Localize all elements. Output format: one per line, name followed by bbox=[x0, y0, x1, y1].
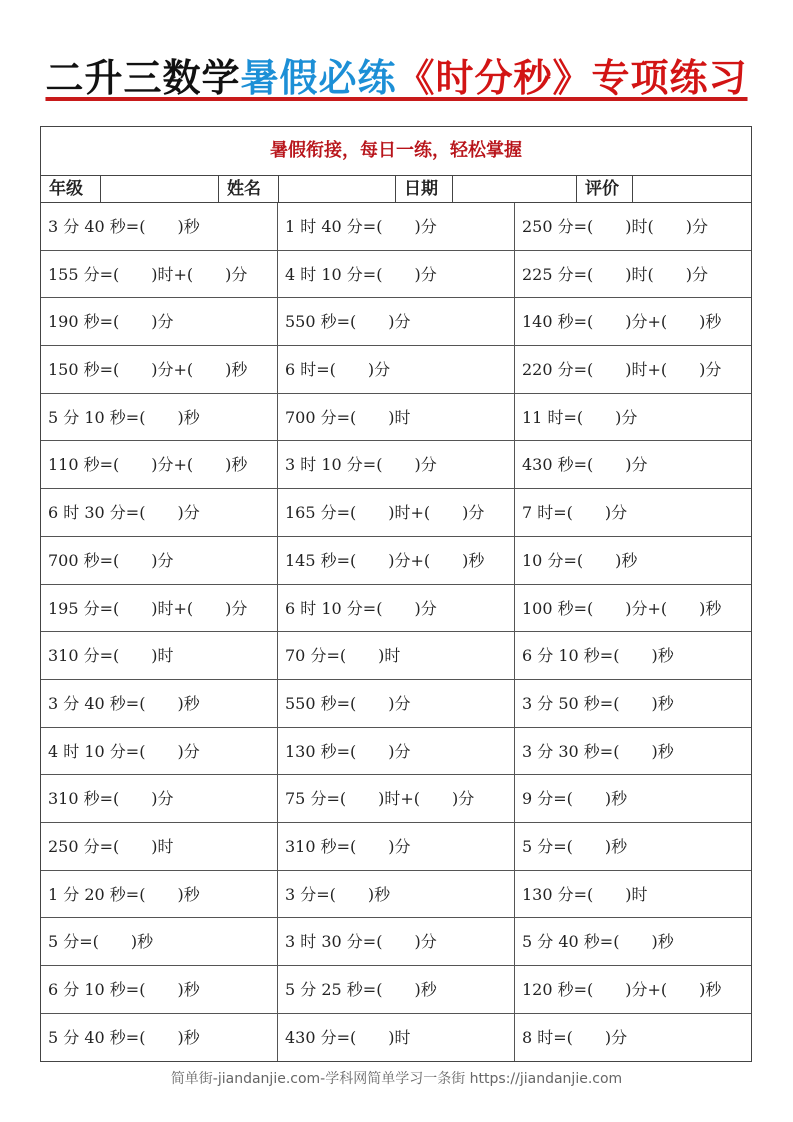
banner-slogan: 暑假衔接，每日一练，轻松掌握 bbox=[41, 127, 751, 176]
exercise-grid bbox=[41, 203, 751, 1061]
exercise-cell[interactable]: 6 时=( )分 bbox=[278, 346, 515, 394]
rating-label: 评价 bbox=[577, 176, 633, 202]
exercise-cell[interactable]: 6 分 10 秒=( )秒 bbox=[515, 632, 751, 680]
name-field[interactable] bbox=[279, 176, 396, 202]
date-field[interactable] bbox=[453, 176, 577, 202]
exercise-cell[interactable]: 5 分 40 秒=( )秒 bbox=[41, 1014, 278, 1062]
exercise-cell[interactable]: 3 分 40 秒=( )秒 bbox=[41, 203, 278, 251]
exercise-cell[interactable]: 3 分 30 秒=( )秒 bbox=[515, 728, 751, 776]
exercise-cell[interactable]: 155 分=( )时+( )分 bbox=[41, 251, 278, 299]
exercise-cell[interactable]: 3 时 30 分=( )分 bbox=[278, 918, 515, 966]
footer-source: 简单街-jiandanjie.com-学科网简单学习一条街 https://jiandanjie.com bbox=[170, 1071, 623, 1087]
exercise-cell[interactable]: 4 时 10 分=( )分 bbox=[41, 728, 278, 776]
exercise-cell[interactable]: 7 时=( )分 bbox=[515, 489, 751, 537]
exercise-cell[interactable]: 550 秒=( )分 bbox=[278, 298, 515, 346]
exercise-cell[interactable]: 5 分=( )秒 bbox=[41, 918, 278, 966]
exercise-cell[interactable]: 10 分=( )秒 bbox=[515, 537, 751, 585]
exercise-cell[interactable]: 9 分=( )秒 bbox=[515, 775, 751, 823]
page-title bbox=[0, 50, 793, 106]
exercise-cell[interactable]: 110 秒=( )分+( )秒 bbox=[41, 441, 278, 489]
exercise-cell[interactable]: 1 分 20 秒=( )秒 bbox=[41, 871, 278, 919]
exercise-cell[interactable]: 5 分 25 秒=( )秒 bbox=[278, 966, 515, 1014]
exercise-cell[interactable]: 120 秒=( )分+( )秒 bbox=[515, 966, 751, 1014]
exercise-cell[interactable]: 75 分=( )时+( )分 bbox=[278, 775, 515, 823]
exercise-cell[interactable]: 250 分=( )时( )分 bbox=[515, 203, 751, 251]
exercise-cell[interactable]: 700 秒=( )分 bbox=[41, 537, 278, 585]
student-info-row bbox=[41, 176, 751, 203]
exercise-cell[interactable]: 310 分=( )时 bbox=[41, 632, 278, 680]
exercise-cell[interactable]: 220 分=( )时+( )分 bbox=[515, 346, 751, 394]
exercise-cell[interactable]: 6 时 10 分=( )分 bbox=[278, 585, 515, 633]
exercise-cell[interactable]: 11 时=( )分 bbox=[515, 394, 751, 442]
exercise-cell[interactable]: 310 秒=( )分 bbox=[278, 823, 515, 871]
exercise-cell[interactable]: 3 分=( )秒 bbox=[278, 871, 515, 919]
exercise-cell[interactable]: 145 秒=( )分+( )秒 bbox=[278, 537, 515, 585]
grade-field[interactable] bbox=[101, 176, 219, 202]
exercise-cell[interactable]: 150 秒=( )分+( )秒 bbox=[41, 346, 278, 394]
exercise-cell[interactable]: 3 分 40 秒=( )秒 bbox=[41, 680, 278, 728]
title-part-topic: 《时分秒》专项练习 bbox=[396, 56, 748, 100]
exercise-cell[interactable]: 6 时 30 分=( )分 bbox=[41, 489, 278, 537]
exercise-cell[interactable]: 225 分=( )时( )分 bbox=[515, 251, 751, 299]
title-part-grade: 二升三数学 bbox=[45, 56, 241, 100]
exercise-cell[interactable]: 1 时 40 分=( )分 bbox=[278, 203, 515, 251]
title-part-summer: 暑假必练 bbox=[240, 56, 397, 100]
exercise-cell[interactable]: 5 分 10 秒=( )秒 bbox=[41, 394, 278, 442]
exercise-cell[interactable]: 4 时 10 分=( )分 bbox=[278, 251, 515, 299]
exercise-cell[interactable]: 310 秒=( )分 bbox=[41, 775, 278, 823]
date-label: 日期 bbox=[396, 176, 453, 202]
exercise-cell[interactable]: 5 分=( )秒 bbox=[515, 823, 751, 871]
exercise-cell[interactable]: 6 分 10 秒=( )秒 bbox=[41, 966, 278, 1014]
rating-field[interactable] bbox=[633, 176, 751, 202]
exercise-cell[interactable]: 130 分=( )时 bbox=[515, 871, 751, 919]
grade-label: 年级 bbox=[41, 176, 101, 202]
exercise-cell[interactable]: 250 分=( )时 bbox=[41, 823, 278, 871]
exercise-cell[interactable]: 550 秒=( )分 bbox=[278, 680, 515, 728]
exercise-cell[interactable]: 195 分=( )时+( )分 bbox=[41, 585, 278, 633]
exercise-cell[interactable]: 130 秒=( )分 bbox=[278, 728, 515, 776]
exercise-cell[interactable]: 140 秒=( )分+( )秒 bbox=[515, 298, 751, 346]
exercise-cell[interactable]: 430 分=( )时 bbox=[278, 1014, 515, 1062]
exercise-cell[interactable]: 430 秒=( )分 bbox=[515, 441, 751, 489]
exercise-cell[interactable]: 5 分 40 秒=( )秒 bbox=[515, 918, 751, 966]
exercise-cell[interactable]: 8 时=( )分 bbox=[522, 1027, 628, 1047]
exercise-cell[interactable]: 700 分=( )时 bbox=[278, 394, 515, 442]
exercise-cell[interactable]: 70 分=( )时 bbox=[278, 632, 515, 680]
exercise-cell[interactable]: 100 秒=( )分+( )秒 bbox=[515, 585, 751, 633]
exercise-cell[interactable]: 3 分 50 秒=( )秒 bbox=[515, 680, 751, 728]
worksheet bbox=[40, 126, 752, 1062]
exercise-cell[interactable]: 3 时 10 分=( )分 bbox=[278, 441, 515, 489]
exercise-cell[interactable]: 165 分=( )时+( )分 bbox=[278, 489, 515, 537]
name-label: 姓名 bbox=[219, 176, 279, 202]
exercise-cell[interactable]: 190 秒=( )分 bbox=[41, 298, 278, 346]
